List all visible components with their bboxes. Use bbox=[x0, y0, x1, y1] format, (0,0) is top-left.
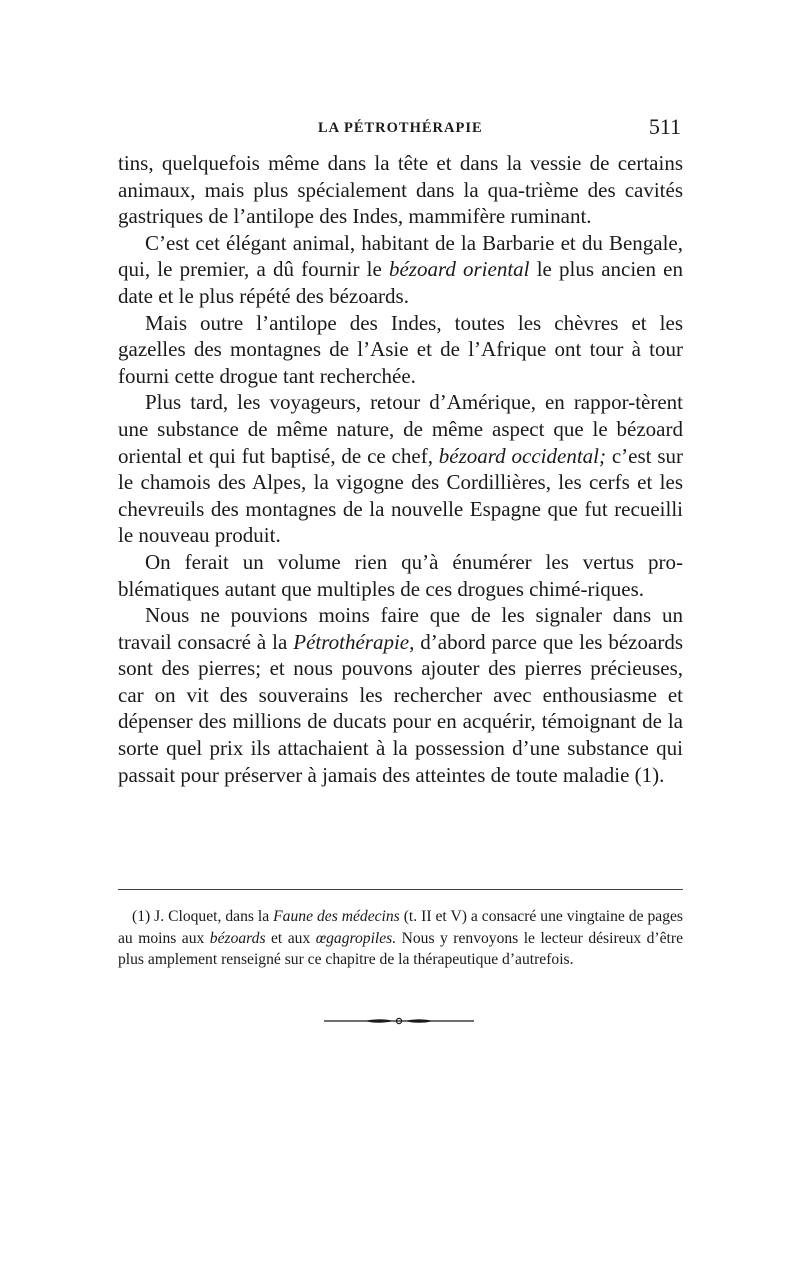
footnote bbox=[118, 906, 683, 971]
paragraph-4-italic: bézoard occidental; bbox=[438, 443, 606, 468]
footnote-text-a: (1) J. Cloquet, dans la bbox=[132, 908, 274, 925]
paragraph-4 bbox=[118, 389, 683, 549]
footnote-text-c: et aux bbox=[265, 929, 316, 947]
paragraph-4-text-b: c’est sur le chamois des Alpes, la vigogne des Cordillières, les cerfs et les chevreuils des montagnes de la nouvelle Espagne que fut recueilli le nouveau produit. bbox=[118, 443, 683, 548]
footnote-italic-1: Faune des médecins bbox=[273, 908, 400, 925]
running-header bbox=[118, 112, 683, 142]
paragraph-6-italic: Pétrothérapie, bbox=[293, 629, 415, 654]
paragraph-3 bbox=[118, 310, 683, 390]
book-page bbox=[118, 0, 683, 1262]
paragraph-2 bbox=[118, 230, 683, 310]
footnote-rule bbox=[118, 889, 683, 890]
footnote-italic-2: bézoards bbox=[209, 929, 266, 947]
footnote-italic-3: œgagropiles. bbox=[315, 929, 397, 947]
footnote-paragraph bbox=[118, 906, 683, 971]
paragraph-2-italic: bézoard oriental bbox=[388, 257, 530, 282]
page-number: 511 bbox=[648, 114, 681, 139]
paragraph-2-text-a: C’est cet élégant animal, habitant de la Barbarie et du Bengale, qui, le premier, a dû fournir le bbox=[118, 230, 683, 282]
paragraph-6-text-b: d’abord parce que les bézoards sont des pierres; et nous pouvons ajouter des pierres précieuses, car on vit des souverains les rechercher avec enthousiasme et dépenser des millions de ducats pour en acquérir, témoignant de la sorte quel prix ils attachaient à la possession d’une substance qui passait pour préserver à jamais des atteintes de toute maladie (1). bbox=[118, 629, 683, 787]
paragraph-5 bbox=[118, 549, 683, 602]
footnote-text-d: Nous y renvoyons le lecteur désireux d’être plus amplement renseigné sur ce chapitre de la thérapeutique d’autrefois. bbox=[118, 929, 683, 968]
paragraph-3-text: Mais outre l’antilope des Indes, toutes les chèvres et les gazelles des montagnes de l’Asie et de l’Afrique ont tour à tour fourni cette drogue tant recherchée. bbox=[118, 310, 683, 388]
running-title: LA PÉTROTHÉRAPIE bbox=[318, 120, 483, 136]
paragraph-5-text: On ferait un volume rien qu’à énumérer les vertus pro-blématiques autant que multiples de ces drogues chimé-riques. bbox=[118, 549, 683, 601]
paragraph-6 bbox=[118, 602, 683, 788]
paragraph-1 bbox=[118, 150, 683, 230]
paragraph-1-text: tins, quelquefois même dans la tête et dans la vessie de certains animaux, mais plus spécialement dans la qua-trième des cavités gastriques de l’antilope des Indes, mammifère ruminant. bbox=[118, 151, 683, 229]
tailpiece-ornament bbox=[324, 1016, 474, 1026]
paragraph-4-text-a: Plus tard, les voyageurs, retour d’Amérique, en rappor-tèrent une substance de même nature, de même aspect que le bézoard oriental et qui fut baptisé, de ce chef, bbox=[118, 390, 683, 468]
paragraph-6-text-a: Nous ne pouvions moins faire que de les signaler dans un travail consacré à la bbox=[118, 603, 683, 654]
paragraph-2-text-b: le plus ancien en date et le plus répété des bézoards. bbox=[118, 257, 683, 308]
body-text bbox=[118, 150, 683, 788]
footnote-text-b: (t. II et V) a consacré une vingtaine de pages au moins aux bbox=[118, 908, 683, 947]
